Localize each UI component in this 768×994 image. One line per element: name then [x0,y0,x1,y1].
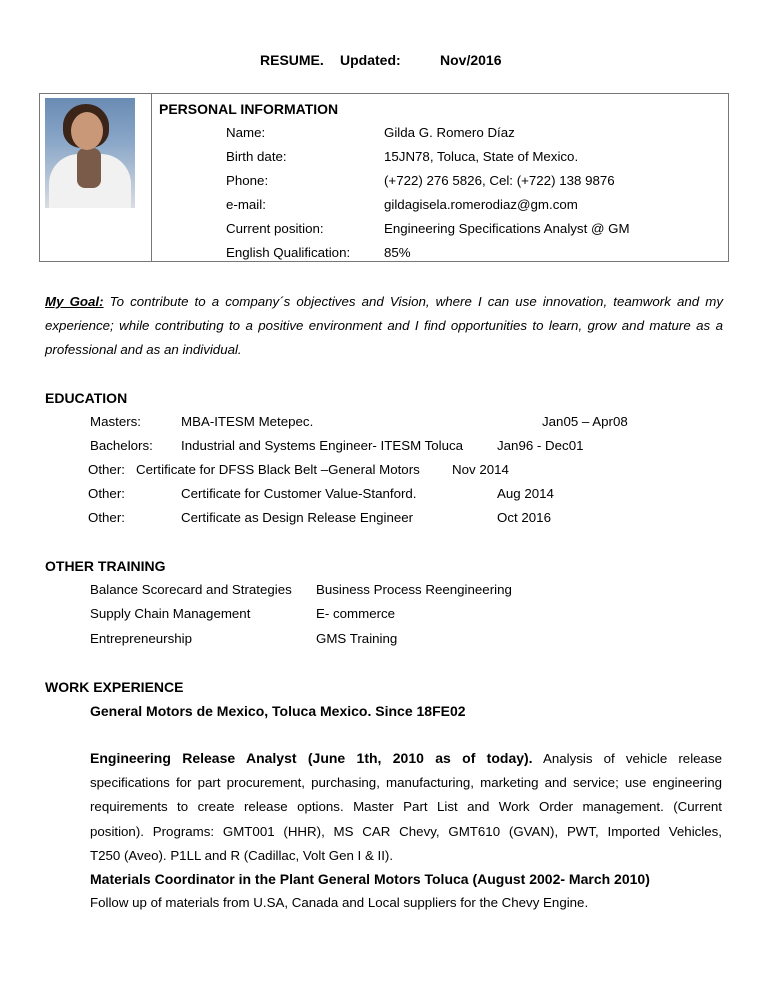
edu-detail-masters: MBA-ITESM Metepec. [181,414,314,429]
info-value-phone: (+722) 276 5826, Cel: (+722) 138 9876 [384,173,615,188]
job1-line-4: position). Programs: GMT001 (HHR), MS CAR Chevy, GMT610 (GVAN), PWT, Imported Vehicles, [90,823,722,839]
info-label-phone: Phone: [226,173,269,188]
goal-line-3: professional and as an individual. [45,342,242,357]
education-heading: EDUCATION [45,390,128,406]
job1-line-3: requirements to create release options. Master Part List and Work Order management. (Current [90,799,722,815]
info-label-name: Name: [226,125,266,140]
updated-label: Updated: [340,52,401,68]
goal-text-1: To contribute to a company´s objectives and Vision, where I can use innovation, teamwork and my [109,294,723,309]
training-heading: OTHER TRAINING [45,558,166,574]
edu-detail-other-2: Certificate for Customer Value-Stanford. [181,486,417,501]
edu-type-masters: Masters: [90,414,141,429]
goal-line-1 [45,294,723,309]
job1-title: Engineering Release Analyst (June 1th, 2010 as of today). [90,750,533,766]
edu-type-other-3: Other: [88,510,125,525]
training-item: E- commerce [316,606,396,621]
info-value-birth: 15JN78, Toluca, State of Mexico. [384,149,579,164]
edu-detail-other-1: Certificate for DFSS Black Belt –General Motors [136,462,420,477]
edu-type-other-2: Other: [88,486,125,501]
job1-line-5: T250 (Aveo). P1LL and R (Cadillac, Volt Gen I & II). [90,847,394,863]
updated-date: Nov/2016 [440,52,502,68]
goal-label: My Goal: [45,294,104,309]
edu-detail-bachelors: Industrial and Systems Engineer- ITESM Toluca [181,438,464,453]
job1-line-1 [90,746,722,771]
personal-info-heading: PERSONAL INFORMATION [159,101,339,117]
training-item: Business Process Reengineering [316,582,512,597]
job1-paragraph [90,746,722,868]
training-item: Balance Scorecard and Strategies [90,582,292,597]
edu-dates-other-1: Nov 2014 [452,462,509,477]
edu-type-bachelors: Bachelors: [90,438,153,453]
employer-line: General Motors de Mexico, Toluca Mexico. Since 18FE02 [90,703,466,719]
info-value-name: Gilda G. Romero Díaz [384,125,515,140]
goal-line-2: experience; while contributing to a positive environment and I find opportunities to learn, grow and mature as a [45,318,723,333]
resume-label: RESUME. [260,52,324,68]
info-value-position: Engineering Specifications Analyst @ GM [384,221,630,236]
info-value-english: 85% [384,245,411,260]
info-value-email: gildagisela.romerodiaz@gm.com [384,197,578,212]
info-divider [151,94,152,261]
training-item: Supply Chain Management [90,606,251,621]
training-item: Entrepreneurship [90,631,193,646]
edu-type-other-1: Other: [88,462,125,477]
job2-description: Follow up of materials from U.SA, Canada and Local suppliers for the Chevy Engine. [90,895,589,910]
edu-dates-bachelors: Jan96 - Dec01 [497,438,584,453]
info-label-birth: Birth date: [226,149,287,164]
info-label-position: Current position: [226,221,324,236]
edu-dates-masters: Jan05 – Apr08 [542,414,628,429]
training-item: GMS Training [316,631,398,646]
job2-title: Materials Coordinator in the Plant General Motors Toluca (August 2002- March 2010) [90,871,650,887]
info-label-email: e-mail: [226,197,266,212]
profile-photo [45,98,135,208]
edu-detail-other-3: Certificate as Design Release Engineer [181,510,414,525]
info-label-english: English Qualification: [226,245,351,260]
edu-dates-other-2: Aug 2014 [497,486,554,501]
job1-line-1-rest: Analysis of vehicle release [542,751,722,766]
edu-dates-other-3: Oct 2016 [497,510,551,525]
work-heading: WORK EXPERIENCE [45,679,184,695]
job1-line-2: specifications for part procurement, purchasing, manufacturing, marketing and service; use engineering [90,775,722,791]
